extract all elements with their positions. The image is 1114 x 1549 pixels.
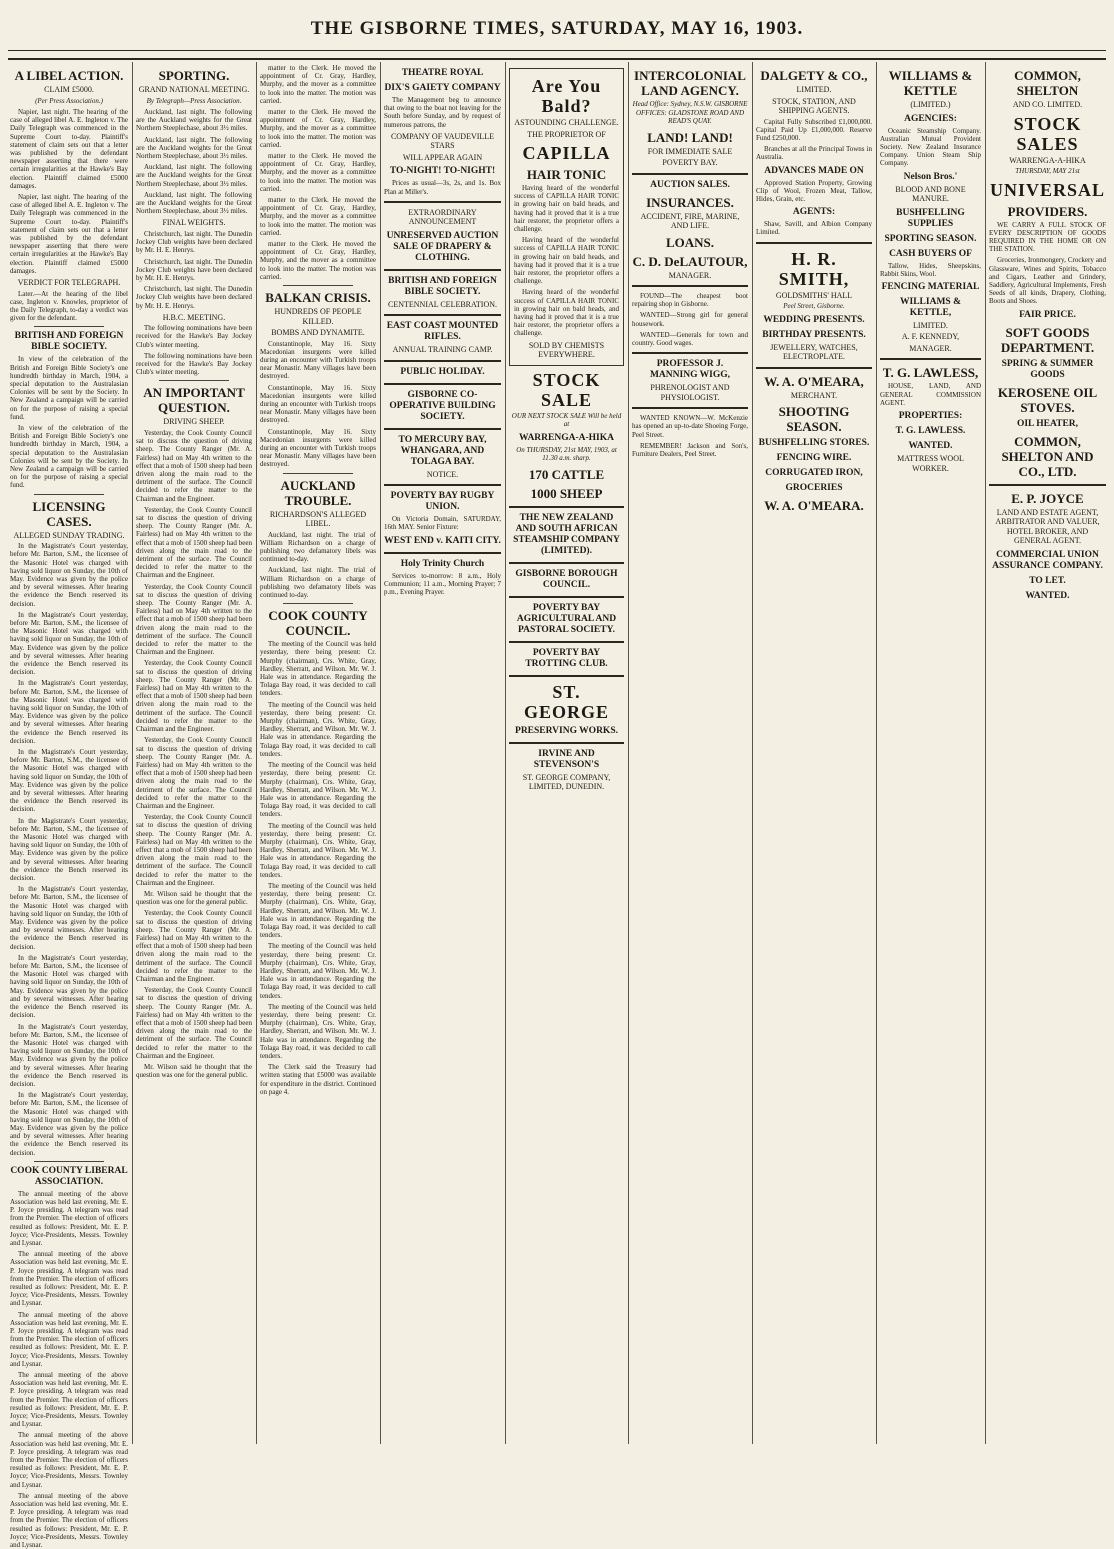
ad-heading: WANTED. <box>1025 590 1070 601</box>
article-text: Constantinople, May 16. Sixty Macedonian insurgents were killed during an encounter with Turkish troops near Monastir. Many villages have been destroyed. <box>260 383 376 425</box>
headline-important-question: AN IMPORTANT QUESTION. <box>143 385 245 416</box>
column-5 <box>509 64 624 1442</box>
article-text: The annual meeting of the above Association was held last evening, Mr. E. P. Joyce presiding. A telegram was read from the Premier. The election of officers resulted as follows: President, Mr. E. P. Joyce; Vice-Presidents, Messrs. Townley and Lysnar. <box>10 1491 128 1549</box>
article-text: Auckland, last night. The following are the Auckland weights for the Great Northern Steeplechase, about 3½ miles. <box>136 135 252 161</box>
column-4 <box>384 64 501 1442</box>
column-9 <box>989 64 1106 1442</box>
ad-heading: POVERTY BAY RUGBY UNION. <box>390 491 495 513</box>
ad-heading: THE NEW ZEALAND AND SOUTH AFRICAN STEAMSHIP COMPANY (LIMITED). <box>513 512 620 556</box>
article-text: The annual meeting of the above Association was held last evening, Mr. E. P. Joyce presiding. A telegram was read from the Premier. The election of officers resulted as follows: President, Mr. E. P. Joyce; Vice-Presidents, Messrs. Townley and Lysnar. <box>10 1189 128 1247</box>
ad-text: Groceries, Ironmongery, Crockery and Glassware, Wines and Spirits, Tobacco and Cigars, Leather and Grindery, Saddlery, Agricultural Implements, Fresh Seeds of all kinds, Drapery, Clothing, Boots and Shoes. <box>989 256 1106 306</box>
ad-heading: CASH BUYERS OF <box>889 248 972 259</box>
ad-subhead: NOTICE. <box>426 469 459 479</box>
article-text: The meeting of the Council was held yesterday, there being present: Cr. Murphy (chairman), Crs. White, Gray, Hardley, Sherratt, and Wilson. Mr. W. J. Hale was in attendance. Regarding the Tolaga Bay road, it was decided to call tenders. <box>260 1002 376 1060</box>
ad-heading: OIL HEATER, <box>1016 418 1079 429</box>
article-text: In the Magistrate's Court yesterday, before Mr. Barton, S.M., the licensee of the Masonic Hotel was charged with having sold liquor on Sunday, the 10th of May. Evidence was given by the police and by several witnesses. After hearing the evidence the Bench reserved its decision. <box>10 1022 128 1088</box>
headline-balkan-crisis: BALKAN CRISIS. <box>265 290 371 306</box>
subhead: RICHARDSON'S ALLEGED LIBEL. <box>269 509 367 529</box>
article-text: The meeting of the Council was held yesterday, there being present: Cr. Murphy (chairman), Crs. White, Gray, Hardley, Sherratt, and Wilson. Mr. W. J. Hale was in attendance. Regarding the Tolaga Bay road, it was decided to call tenders. <box>260 821 376 879</box>
article-text: The following nominations have been received for the Hawke's Bay Jockey Club's winter meeting. <box>136 351 252 377</box>
subhead: CLAIM £5000. <box>44 85 94 94</box>
ad-heading: LOANS. <box>665 234 715 250</box>
article-text: Mr. Wilson said he thought that the question was one for the general public. <box>136 889 252 907</box>
ad-heading: C. D. DeLAUTOUR, <box>632 253 748 269</box>
ad-heading: GROCERIES <box>785 483 843 494</box>
theatre-royal-heading: THEATRE ROYAL <box>401 68 484 78</box>
ad-subhead: LIMITED. <box>913 320 948 330</box>
article-text: Yesterday, the Cook County Council sat to discuss the question of driving sheep. The County Ranger (Mr. A. Fairless) had on May 4th written to the effect that a mob of 1500 sheep had been driven along the main road to the detriment of the surface. The Council decided to refer the matter to the Chairman and the Engineer. <box>136 505 252 580</box>
article-text: In the Magistrate's Court yesterday, before Mr. Barton, S.M., the licensee of the Masonic Hotel was charged with having sold liquor on Sunday, the 10th of May. Evidence was given by the police and by several witnesses. After hearing the evidence the Bench reserved its decision. <box>10 542 128 608</box>
ad-heading: SHOOTING SEASON. <box>778 404 850 435</box>
article-text: Later.—At the hearing of the libel case, Ingleton v. Knowles, proprietor of the Daily Telegraph, to-day a verdict was given for the defendant. <box>10 289 128 323</box>
stock-sale-heading: STOCK SALE <box>532 369 601 410</box>
ad-subhead: BLOOD AND BONE MANURE. <box>895 184 966 204</box>
ad-heading: GISBORNE BOROUGH COUNCIL. <box>515 568 618 590</box>
column-6 <box>632 64 748 1442</box>
headline-auckland-trouble: AUCKLAND TROUBLE. <box>280 477 356 508</box>
ad-heading: GISBORNE CO-OPERATIVE BUILDING SOCIETY. <box>389 389 496 422</box>
article-text: Auckland, last night. The following are the Auckland weights for the Great Northern Steeplechase, about 3½ miles. <box>136 190 252 216</box>
ad-heading: TO MERCURY BAY, WHANGARA, AND TOLAGA BAY. <box>398 434 487 467</box>
ad-text: Services to-morrow: 8 a.m., Holy Communion; 11 a.m., Morning Prayer; 7 p.m., Evening Prayer. <box>384 571 501 597</box>
ad-heading: EAST COAST MOUNTED RIFLES. <box>386 321 499 343</box>
ad-subhead: POVERTY BAY. <box>662 158 718 167</box>
classified-ad: FOUND—The cheapest boot repairing shop in Gisborne. <box>632 292 748 309</box>
article-text: Constantinople, May 16. Sixty Macedonian insurgents were killed during an encounter with Turkish troops near Monastir. Many villages have been destroyed. <box>260 339 376 381</box>
column-divider <box>985 62 986 1444</box>
ad-subhead: ST. GEORGE COMPANY, LIMITED, DUNEDIN. <box>522 772 611 792</box>
ad-heading: AUCTION SALES. <box>650 179 730 190</box>
article-text: In view of the celebration of the British and Foreign Bible Society's one hundredth birthday in March, 1904, a special deputation to the Australasian Colonies will be sent by the Society. In New Zealand a campaign will be carried on for the purpose of raising a special fund. <box>10 355 128 421</box>
headline-liberal-association: COOK COUNTY LIBERAL ASSOCIATION. <box>10 1165 128 1187</box>
ad-subhead: MATTRESS WOOL WORKER. <box>897 454 964 473</box>
ad-subhead: ASTOUNDING CHALLENGE. <box>514 118 619 127</box>
article-text: Auckland, last night. The following are the Auckland weights for the Great Northern Steeplechase, about 3½ miles. <box>136 108 252 133</box>
masthead-rule-thick <box>8 58 1106 60</box>
article-text: The annual meeting of the above Association was held last evening, Mr. E. P. Joyce presiding. A telegram was read from the Premier. The election of officers resulted as follows: President, Mr. E. P. Joyce; Vice-Presidents, Messrs. Townley and Lysnar. <box>10 1310 128 1368</box>
ad-heading: LAND! LAND! <box>647 129 733 145</box>
column-8 <box>880 64 981 1442</box>
article-text: In view of the celebration of the British and Foreign Bible Society's one hundredth birthday in March, 1904, a special deputation to the Australasian Colonies will be sent by the Society. In New Zealand a campaign will be carried on for the purpose of raising a special fund. <box>10 424 128 490</box>
ad-subhead: LAND AND ESTATE AGENT, ARBITRATOR AND VALUER, HOTEL BROKER, AND GENERAL AGENT. <box>995 507 1100 546</box>
ad-heading: AGENTS: <box>792 207 836 218</box>
subhead: HUNDREDS OF PEOPLE KILLED. <box>274 307 362 326</box>
ad-heading: POVERTY BAY AGRICULTURAL AND PASTORAL SOCIETY. <box>516 602 617 635</box>
article-text: In the Magistrate's Court yesterday, before Mr. Barton, S.M., the licensee of the Masonic Hotel was charged with having sold liquor on Sunday, the 10th of May. Evidence was given by the police and by several witnesses. After hearing the evidence the Bench reserved its decision. <box>10 610 128 677</box>
ad-heading: W. A. O'MEARA, <box>764 373 864 389</box>
byline: (Per Press Association.) <box>35 96 103 105</box>
ad-subhead: (LIMITED.) <box>910 100 951 109</box>
newspaper-title: THE GISBORNE TIMES, SATURDAY, MAY 16, 1903. <box>310 18 804 39</box>
headline-sporting: SPORTING. <box>158 68 230 83</box>
ad-heading: PRESERVING WORKS. <box>515 725 618 736</box>
article-text: The meeting of the Council was held yesterday, there being present: Cr. Murphy (chairman), Crs. White, Gray, Hardley, Sherratt, and Wilson. Mr. W. J. Hale was in attendance. Regarding the Tolaga Bay road, it was decided to call tenders. <box>260 942 376 1000</box>
article-text: Yesterday, the Cook County Council sat to discuss the question of driving sheep. The County Ranger (Mr. A. Fairless) had on May 4th written to the effect that a mob of 1500 sheep had been driven along the main road to the detriment of the surface. The Council decided to refer the matter to the Chairman and the Engineer. <box>136 909 252 983</box>
ad-heading: Holy Trinity Church <box>400 558 485 569</box>
ad-text: Peel Street, Gisborne. <box>783 302 845 311</box>
ad-subhead: WILL APPEAR AGAIN <box>402 152 483 162</box>
ad-heading: KEROSENE OIL STOVES. <box>997 384 1098 415</box>
ad-text: Prices as usual—3s, 2s, and 1s. Box Plan at Miller's. <box>384 179 501 196</box>
masthead-rule <box>8 50 1106 51</box>
article-text: Auckland, last night. The trial of William Richardson on a charge of publishing two defamatory libels was continued to-day. <box>260 566 376 600</box>
article-text: matter to the Clerk. He moved the appointment of Cr. Gray, Hardley, Murphy, and the mover as a committee to look into the matter. The motion was carried. <box>260 196 376 237</box>
ad-heading: POVERTY BAY TROTTING CLUB. <box>525 647 608 669</box>
ad-heading: T. G. LAWLESS. <box>895 426 966 437</box>
ad-heading: FENCING MATERIAL <box>881 281 980 292</box>
ad-heading: SPRING & SUMMER GOODS <box>1001 358 1094 380</box>
ad-subhead: PHRENOLOGIST AND PHYSIOLOGIST. <box>650 383 730 402</box>
column-1 <box>10 64 128 1549</box>
article-text: The meeting of the Council was held yesterday, there being present: Cr. Murphy (chairman), Crs. White, Gray, Hardley, Sherratt, and Wilson. Mr. W. J. Hale was in attendance. Regarding the Tolaga Bay road, it was decided to call tenders. <box>260 700 376 758</box>
capilla-brand: CAPILLA <box>522 143 611 163</box>
classified-ad: WANTED—Generals for town and country. Good wages. <box>632 330 748 348</box>
headline-licensing-cases: LICENSING CASES. <box>32 498 106 529</box>
column-divider <box>752 62 753 1444</box>
article-text: matter to the Clerk. He moved the appointment of Cr. Gray, Hardley, Murphy, and the mover as a committee to look into the matter. The motion was carried. <box>260 152 376 193</box>
ad-heading: STOCK SALES <box>1013 113 1082 154</box>
ad-heading: ADVANCES MADE ON <box>764 165 864 176</box>
ad-heading: PROVIDERS. <box>1007 203 1088 219</box>
capilla-advert <box>509 68 624 366</box>
headline-cook-county-council: COOK COUNTY COUNCIL. <box>268 608 368 639</box>
article-text: Napier, last night. The hearing of the case of alleged libel A. E. Ingleton v. The Daily Telegraph was commenced in the Supreme Court to-day. Plaintiff's statement of claim sets out that a letter was published by the defendant newspaper asserting that there were certain irregularities at the Hawke's Bay election. Plaintiff claimed £5000 damages. <box>10 193 128 275</box>
article-text: The annual meeting of the above Association was held last evening, Mr. E. P. Joyce presiding. A telegram was read from the Premier. The election of officers resulted as follows: President, Mr. E. P. Joyce; Vice-Presidents, Messrs. Townley and Lysnar. <box>10 1371 128 1429</box>
article-text: Mr. Wilson said he thought that the question was one for the general public. <box>136 1063 252 1080</box>
ad-text: Having heard of the wonderful success of CAPILLA HAIR TONIC in growing hair on bald heads, and having had it proved that it is a true hair restorer, the proprietor offers a challenge. <box>514 236 619 286</box>
article-text: In the Magistrate's Court yesterday, before Mr. Barton, S.M., the licensee of the Masonic Hotel was charged with having sold liquor on Sunday, the 10th of May. Evidence was given by the police and by several witnesses. After hearing the evidence the Bench reserved its decision. <box>10 953 128 1020</box>
ad-heading: E. P. JOYCE <box>1011 490 1084 506</box>
subhead: H.B.C. MEETING. <box>162 312 226 322</box>
ad-heading: BUSHFELLING SUPPLIES <box>896 207 965 229</box>
gaiety-company-heading: DIX'S GAIETY COMPANY <box>384 83 501 93</box>
article-text: The Clerk said the Treasury had written stating that £5000 was available for expenditure in the district. Continued on page 4. <box>260 1063 376 1096</box>
ad-text: OUR NEXT STOCK SALE Will be held at <box>511 411 622 429</box>
article-text: Yesterday, the Cook County Council sat to discuss the question of driving sheep. The County Ranger (Mr. A. Fairless) had on May 4th written to the effect that a mob of 1500 sheep had been driven along the main road to the detriment of the surface. The Council decided to refer the matter to the Chairman and the Engineer. <box>136 428 252 503</box>
article-text: matter to the Clerk. He moved the appointment of Cr. Gray, Hardley, Murphy, and the mover as a committee to look into the matter. The motion was carried. <box>260 108 376 149</box>
ad-heading: INTERCOLONIAL LAND AGENCY. <box>634 68 746 98</box>
article-text: In the Magistrate's Court yesterday, before Mr. Barton, S.M., the licensee of the Masonic Hotel was charged with having sold liquor on Sunday, the 10th of May. Evidence was given by the police and by several witnesses. After hearing the evidence the Bench reserved its decision. <box>10 679 128 745</box>
article-text: Christchurch, last night. The Dunedin Jockey Club weights have been declared by Mr. H. E. Henrys. <box>136 229 252 255</box>
article-text: The meeting of the Council was held yesterday, there being present: Cr. Murphy (chairman), Crs. White, Gray, Hardley, Sherratt, and Wilson. Mr. W. J. Hale was in attendance. Regarding the Tolaga Bay road, it was decided to call tenders. <box>260 881 376 940</box>
ad-heading: PROPERTIES: <box>898 411 963 422</box>
ad-text: The Management beg to announce that owing to the boat not leaving for the South before Sunday, and by request of numerous patrons, the <box>384 96 501 129</box>
ad-heading: WEDDING PRESENTS. <box>763 314 865 325</box>
ad-text: On Victoria Domain, SATURDAY, 16th MAY. Senior Fixture: <box>384 515 501 532</box>
ad-heading: IRVINE AND STEVENSON'S <box>533 748 600 770</box>
ad-subhead: ANNUAL TRAINING CAMP. <box>392 345 493 355</box>
article-text: The annual meeting of the above Association was held last evening, Mr. E. P. Joyce presiding. A telegram was read from the Premier. The election of officers resulted as follows: President, Mr. E. P. Joyce; Vice-Presidents, Messrs. Townley and Lysnar. <box>10 1431 128 1489</box>
ad-heading: DALGETY & CO., <box>760 68 868 83</box>
subhead: VERDICT FOR TELEGRAPH. <box>17 278 121 288</box>
article-text: In the Magistrate's Court yesterday, before Mr. Barton, S.M., the licensee of the Masonic Hotel was charged with having sold liquor on Sunday, the 10th of May. Evidence was given by the police and by several witnesses. After hearing the evidence the Bench reserved its decision. <box>10 748 128 814</box>
ad-heading: PUBLIC HOLIDAY. <box>400 366 485 377</box>
ad-heading: PROFESSOR J. MANNING WIGG, <box>649 359 731 381</box>
subhead: ALLEGED SUNDAY TRADING. <box>13 530 125 540</box>
ad-heading: FENCING WIRE. <box>776 453 852 464</box>
ad-heading: W. A. O'MEARA. <box>764 498 864 514</box>
article-text: Yesterday, the Cook County Council sat to discuss the question of driving sheep. The County Ranger (Mr. A. Fairless) had on May 4th written to the effect that a mob of 1500 sheep had been driven along the main road to the detriment of the surface. The Council decided to refer the matter to the Chairman and the Engineer. <box>136 813 252 887</box>
ad-subhead: THE PROPRIETOR OF <box>527 129 606 139</box>
column-divider <box>876 62 877 1444</box>
ad-text: Head Office: Sydney, N.S.W. GISBORNE OFFICES: GLADSTONE ROAD AND READ'S QUAY. <box>632 100 748 125</box>
ad-heading: Nelson Bros.' <box>903 171 958 182</box>
article-text: Yesterday, the Cook County Council sat to discuss the question of driving sheep. The County Ranger (Mr. A. Fairless) had on May 4th written to the effect that a mob of 1500 sheep had been driven along the main road to the detriment of the surface. The Council decided to refer the matter to the Chairman and the Engineer. <box>136 582 252 657</box>
ad-heading: TO-NIGHT! TO-NIGHT! <box>389 166 496 177</box>
ad-heading: UNIVERSAL <box>989 179 1106 200</box>
ad-subhead: A. F. KENNEDY, <box>901 332 960 342</box>
ad-text: Having heard of the wonderful success of CAPILLA HAIR TONIC in growing hair on bald heads, and having had it proved that it is a true hair restorer, the proprietor offers a challenge. <box>514 288 619 338</box>
column-3 <box>260 64 376 1442</box>
ad-heading: FAIR PRICE. <box>1019 309 1076 320</box>
ad-text: Tallow, Hides, Sheepskins, Rabbit Skins, Wool. <box>880 261 981 278</box>
article-text: In the Magistrate's Court yesterday, before Mr. Barton, S.M., the licensee of the Masonic Hotel was charged with having sold liquor on Sunday, the 10th of May. Evidence was given by the police and by several witnesses. After hearing the evidence the Bench reserved its decision. <box>10 885 128 951</box>
classified-ad: WANTED KNOWN—W. McKenzie has opened an up-to-date Shoeing Forge, Peel Street. <box>632 414 748 439</box>
ad-subhead: SOLD BY CHEMISTS EVERYWHERE. <box>528 340 605 360</box>
article-text: matter to the Clerk. He moved the appointment of Cr. Gray, Hardley, Murphy, and the mover as a committee to look into the matter. The motion was carried. <box>260 64 376 105</box>
subhead: FINAL WEIGHTS. <box>162 218 226 228</box>
column-divider <box>256 62 257 1444</box>
ad-subhead: ACCIDENT, FIRE, MARINE, AND LIFE. <box>640 211 740 230</box>
article-text: Christchurch, last night. The Dunedin Jockey Club weights have been declared by Mr. H. E. Henrys. <box>136 285 252 310</box>
byline: By Telegraph—Press Association. <box>146 96 242 105</box>
ad-text: HOUSE, LAND, AND GENERAL COMMISSION AGENT. <box>880 382 981 407</box>
column-2 <box>136 64 252 1442</box>
hair-tonic-heading: HAIR TONIC <box>526 167 607 182</box>
ad-heading: BRITISH AND FOREIGN BIBLE SOCIETY. <box>388 275 497 297</box>
ad-heading: CORRUGATED IRON, <box>765 468 863 479</box>
ad-heading: WARRENGA-A-HIKA <box>519 432 614 443</box>
headline-libel-action: A LIBEL ACTION. <box>14 68 124 83</box>
ad-subhead: COMPANY OF VAUDEVILLE STARS <box>390 131 495 151</box>
ad-subhead: GOLDSMITHS' HALL <box>775 290 853 300</box>
article-text: Constantinople, May 16. Sixty Macedonian insurgents were killed during an encounter with Turkish troops near Monastir. Many villages have been destroyed. <box>260 427 376 469</box>
ad-heading: H. R. SMITH, <box>778 248 850 289</box>
column-divider <box>132 62 133 1444</box>
ad-heading: AGENCIES: <box>904 113 957 124</box>
ad-heading: WILLIAMS & KETTLE <box>888 68 973 98</box>
article-text: Auckland, last night. The following are the Auckland weights for the Great Northern Steeplechase, about 3½ miles. <box>136 163 252 188</box>
ad-subhead: AND CO. LIMITED. <box>1012 100 1083 109</box>
article-text: Yesterday, the Cook County Council sat to discuss the question of driving sheep. The County Ranger (Mr. A. Fairless) had on May 4th written to the effect that a mob of 1500 sheep had been driven along the main road to the detriment of the surface. The Council decided to refer the matter to the Chairman and the Engineer. <box>136 736 252 810</box>
ad-heading: COMMERCIAL UNION ASSURANCE COMPANY. <box>992 549 1103 571</box>
ad-heading: WEST END v. KAITI CITY. <box>384 535 501 546</box>
ad-subhead: MANAGER. <box>668 270 712 280</box>
classified-ad: WANTED—Strong girl for general housework. <box>632 311 748 328</box>
subhead: BOMBS AND DYNAMITE. <box>271 328 365 338</box>
article-text: In the Magistrate's Court yesterday, before Mr. Barton, S.M., the licensee of the Masonic Hotel was charged with having sold liquor on Sunday, the 10th of May. Evidence was given by the police and by several witnesses. After hearing the evidence the Bench reserved its decision. <box>10 1091 128 1157</box>
ad-text: Capital Fully Subscribed £1,000,000. Capital Paid Up £1,000,000. Reserve Fund £250,000. <box>756 117 872 142</box>
article-text: The meeting of the Council was held yesterday, there being present: Cr. Murphy (chairman), Crs. White, Gray, Hardley, Sherratt, and Wilson. Mr. W. J. Hale was in attendance. Regarding the Tolaga Bay road, it was decided to call tenders. <box>260 640 376 698</box>
ad-heading: WANTED. <box>908 441 953 452</box>
ad-heading: SOFT GOODS DEPARTMENT. <box>1000 324 1095 355</box>
headline-bible-society: BRITISH AND FOREIGN BIBLE SOCIETY. <box>14 331 124 353</box>
column-divider <box>628 62 629 1444</box>
ad-text: Oceanic Steamship Company. Australian Mutual Provident Society. New Zealand Insurance Company. Union Steam Ship Company. <box>880 126 981 168</box>
ad-subhead: WARRENGA-A-HIKA <box>1009 155 1086 165</box>
st-george-heading: ST. GEORGE <box>523 681 609 722</box>
ad-text: Branches at all the Principal Towns in Australia. <box>756 145 872 162</box>
ad-text: Approved Station Property, Growing Clip of Wool, Frozen Meat, Tallow, Hides, Grain, etc. <box>756 178 872 203</box>
ad-text: Having heard of the wonderful success of CAPILLA HAIR TONIC in growing hair on bald heads, and having had it proved that it is a true hair restorer, the proprietor offers a challenge. <box>514 184 619 234</box>
ad-heading: COMMON, SHELTON <box>1014 68 1081 98</box>
article-text: The meeting of the Council was held yesterday, there being present: Cr. Murphy (chairman), Crs. White, Gray, Hardley, Sherratt, and Wilson. Mr. W. J. Hale was in attendance. Regarding the Tolaga Bay road, it was decided to call tenders. <box>260 761 376 819</box>
ad-heading: BUSHFELLING STORES. <box>758 438 870 449</box>
ad-subhead: LIMITED. <box>796 85 832 94</box>
ad-text: THURSDAY, MAY 21st <box>1015 167 1080 175</box>
ad-text: On THURSDAY, 21st MAY, 1903, at 11.30 a.m. sharp. <box>516 445 617 463</box>
article-text: Napier, last night. The hearing of the case of alleged libel A. E. Ingleton v. The Daily Telegraph was commenced in the Supreme Court to-day. Plaintiff's statement of claim sets out that a letter was published by the defendant newspaper asserting that there were certain irregularities at the Hawke's Bay election. Plaintiff claimed £5000 damages. <box>10 108 128 190</box>
ad-subhead: CENTENNIAL CELEBRATION. <box>387 299 498 309</box>
article-text: Yesterday, the Cook County Council sat to discuss the question of driving sheep. The County Ranger (Mr. A. Fairless) had on May 4th written to the effect that a mob of 1500 sheep had been driven along the main road to the detriment of the surface. The Council decided to refer the matter to the Chairman and the Engineer. <box>136 659 252 734</box>
column-divider <box>380 62 381 1444</box>
ad-heading: WILLIAMS & KETTLE, <box>900 296 961 318</box>
ad-heading: INSURANCES. <box>646 194 734 210</box>
ad-subhead: MANAGER. <box>909 343 952 353</box>
article-text: matter to the Clerk. He moved the appointment of Cr. Gray, Hardley, Murphy, and the mover as a committee to look into the matter. The motion was carried. <box>260 240 376 281</box>
article-text: In the Magistrate's Court yesterday, before Mr. Barton, S.M., the licensee of the Masonic Hotel was charged with having sold liquor on Sunday, the 10th of May. Evidence was given by the police and by several witnesses. After hearing the evidence the Bench reserved its decision. <box>10 816 128 883</box>
ad-subhead: JEWELLERY, WATCHES, ELECTROPLATE. <box>770 342 858 362</box>
ad-heading: COMMON, SHELTON AND CO., LTD. <box>1001 433 1094 479</box>
ad-heading: TO LET. <box>1029 575 1066 586</box>
ad-heading: UNRESERVED AUCTION SALE OF DRAPERY & CLOTHING. <box>386 230 499 263</box>
ad-subhead: STOCK, STATION, AND SHIPPING AGENTS. <box>772 96 856 115</box>
article-text: Yesterday, the Cook County Council sat to discuss the question of driving sheep. The County Ranger (Mr. A. Fairless) had on May 4th written to the effect that a mob of 1500 sheep had been driven along the main road to the detriment of the surface. The Council decided to refer the matter to the Chairman and the Engineer. <box>136 986 252 1060</box>
subhead: GRAND NATIONAL MEETING. <box>138 85 250 94</box>
classified-ad: REMEMBER! Jackson and Son's, Furniture Dealers, Peel Street. <box>632 441 748 459</box>
ad-heading: SPORTING SEASON. <box>884 233 977 244</box>
article-text: Auckland, last night. The trial of William Richardson on a charge of publishing two defamatory libels was continued to-day. <box>260 530 376 564</box>
article-text: Christchurch, last night. The Dunedin Jockey Club weights have been declared by Mr. H. E. Henrys. <box>136 257 252 282</box>
ad-subhead: FOR IMMEDIATE SALE <box>647 146 733 156</box>
subhead: DRIVING SHEEP. <box>163 417 225 427</box>
ad-text: WE CARRY A FULL STOCK OF EVERY DESCRIPTION OF GOODS REQUIRED IN THE HOME OR ON THE STATION. <box>989 220 1106 254</box>
ad-heading: 170 CATTLE <box>528 466 605 482</box>
column-divider <box>505 62 506 1444</box>
ad-text: Shaw, Savill, and Albion Company Limited. <box>756 220 872 237</box>
ad-heading: BIRTHDAY PRESENTS. <box>762 329 866 340</box>
ad-heading: T. G. LAWLESS, <box>882 365 979 381</box>
article-text: The annual meeting of the above Association was held last evening, Mr. E. P. Joyce presiding. A telegram was read from the Premier. The election of officers resulted as follows: President, Mr. E. P. Joyce; Vice-Presidents, Messrs. Townley and Lysnar. <box>10 1250 128 1308</box>
column-7 <box>756 64 872 1442</box>
ad-subhead: EXTRAORDINARY ANNOUNCEMENT <box>408 207 477 227</box>
ad-heading-bald: Are You Bald? <box>531 76 602 116</box>
article-text: The following nominations have been received for the Hawke's Bay Jockey Club's winter meeting. <box>136 324 252 349</box>
ad-subhead: MERCHANT. <box>790 390 838 400</box>
ad-heading: 1000 SHEEP <box>530 485 603 501</box>
